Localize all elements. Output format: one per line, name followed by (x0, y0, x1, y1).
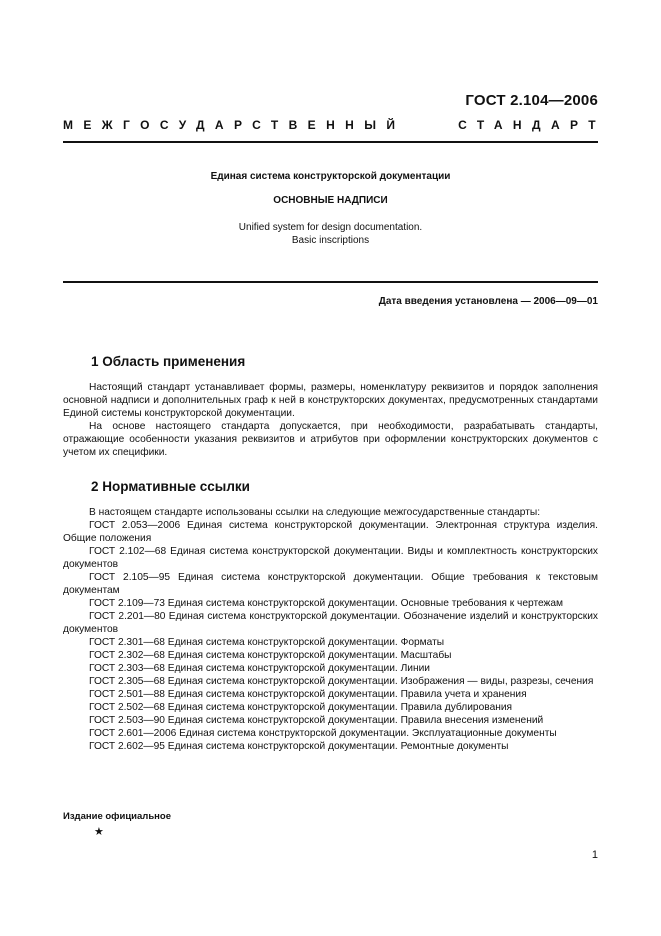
reference-item: ГОСТ 2.503—90 Единая система конструкторской документации. Правила внесения изменений (89, 715, 544, 726)
reference-item: ГОСТ 2.502—68 Единая система конструкторской документации. Правила дублирования (89, 702, 513, 713)
references-list (63, 506, 598, 753)
reference-item: ГОСТ 2.303—68 Единая система конструкторской документации. Линии (89, 663, 430, 674)
page-number: 1 (591, 849, 598, 861)
reference-item: ГОСТ 2.102—68 Единая система конструкторской документации. Виды и комплектность конструкторских документов (63, 546, 598, 570)
reference-item: ГОСТ 2.201—80 Единая система конструкторской документации. Обозначение изделий и конструкторских документов (63, 611, 598, 635)
reference-item: ГОСТ 2.105—95 Единая система конструкторской документации. Общие требования к текстовым документам (63, 572, 598, 596)
top-divider (63, 141, 598, 143)
reference-item: ГОСТ 2.109—73 Единая система конструкторской документации. Основные требования к чертежам (89, 598, 564, 609)
document-code: ГОСТ 2.104—2006 (465, 92, 598, 109)
paragraph: На основе настоящего стандарта допускается, при необходимости, разрабатывать стандарты, отражающие особенности указания реквизитов и атрибутов при оформлении конструкторских документов с учетом их специфики. (63, 421, 598, 458)
star-icon: ★ (94, 826, 104, 838)
section-heading-scope: 1 Область применения (91, 354, 246, 369)
introduction-date: Дата введения установлена — 2006—09—01 (378, 296, 598, 307)
english-title-line2: Basic inscriptions (291, 235, 370, 246)
section-scope-body (63, 381, 598, 459)
english-title-line1: Unified system for design documentation. (238, 222, 423, 233)
english-title (63, 221, 598, 247)
official-edition-label: Издание официальное (63, 811, 171, 822)
standard-title: ОСНОВНЫЕ НАДПИСИ (273, 195, 388, 206)
reference-item: ГОСТ 2.601—2006 Единая система конструкторской документации. Эксплуатационные документы (89, 728, 557, 739)
reference-item: ГОСТ 2.602—95 Единая система конструкторской документации. Ремонтные документы (89, 741, 509, 752)
reference-item: ГОСТ 2.053—2006 Единая система конструкторской документации. Электронная структура изделия. Общие положения (63, 520, 598, 544)
reference-item: ГОСТ 2.305—68 Единая система конструкторской документации. Изображения — виды, разрезы, сечения (89, 676, 594, 687)
reference-item: ГОСТ 2.301—68 Единая система конструкторской документации. Форматы (89, 637, 445, 648)
reference-item: ГОСТ 2.302—68 Единая система конструкторской документации. Масштабы (89, 650, 452, 661)
reference-item: ГОСТ 2.501—88 Единая система конструкторской документации. Правила учета и хранения (89, 689, 527, 700)
standard-category (63, 118, 606, 132)
paragraph: Настоящий стандарт устанавливает формы, размеры, номенклатуру реквизитов и порядок заполнения основной надписи и дополнительных граф к ней в конструкторских документах, предусмотренных стандартами Единой системы конструкторской документации. (63, 382, 598, 419)
bottom-divider (63, 281, 598, 283)
category-word-interstate: МЕЖГОСУДАРСТВЕННЫЙ (63, 118, 406, 132)
references-intro: В настоящем стандарте использованы ссылки на следующие межгосударственные стандарты: (89, 507, 541, 518)
category-word-standard: СТАНДАРТ (458, 118, 606, 132)
series-title: Единая система конструкторской документации (210, 171, 451, 182)
section-heading-references: 2 Нормативные ссылки (91, 479, 250, 494)
